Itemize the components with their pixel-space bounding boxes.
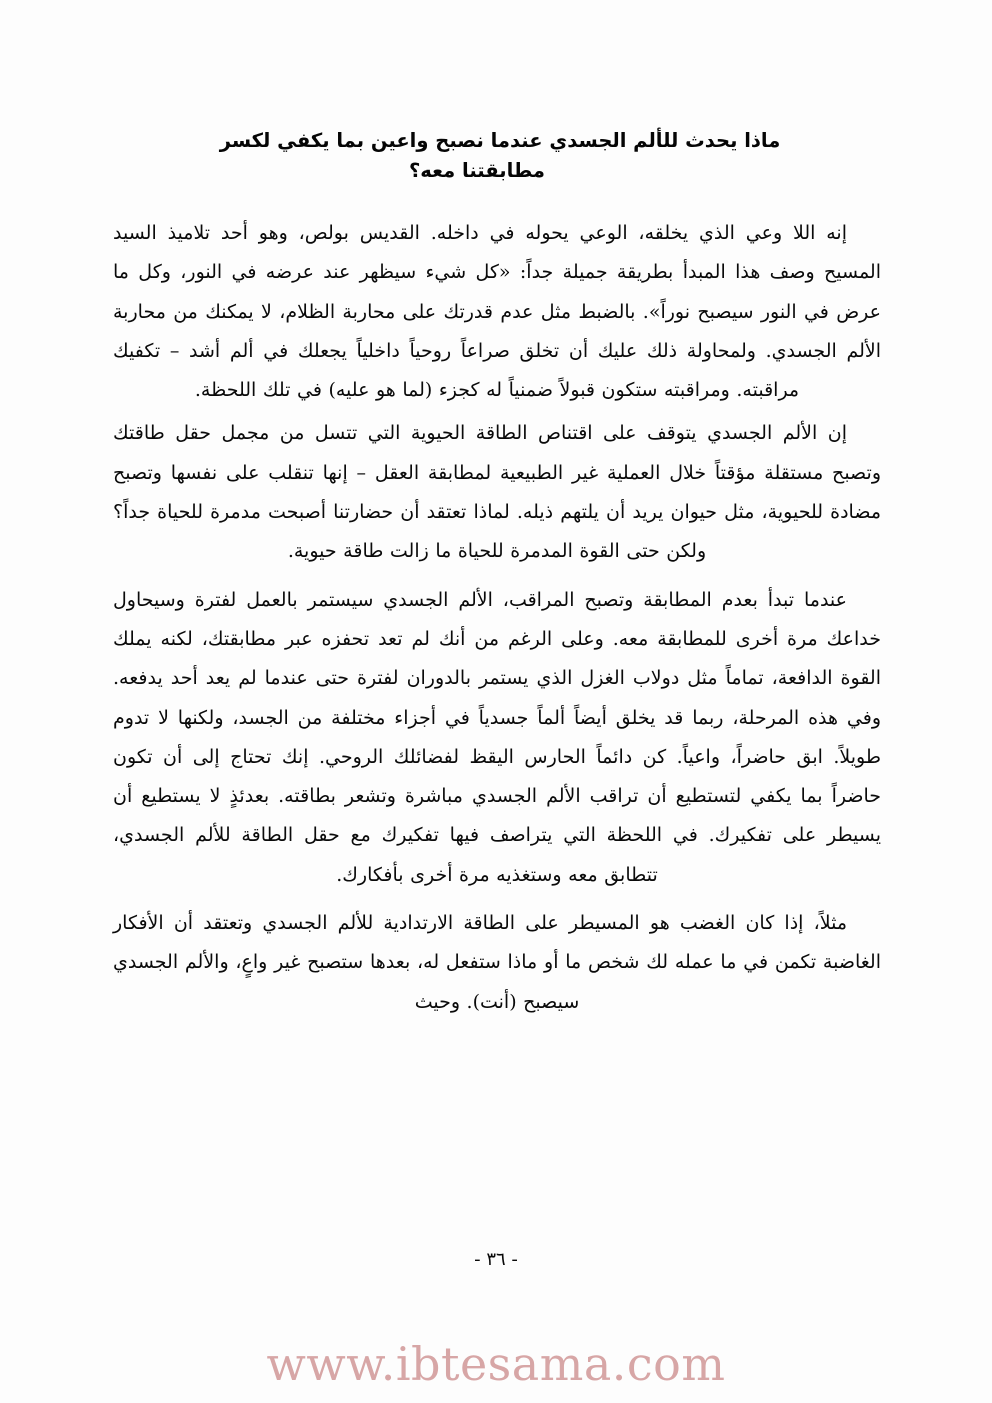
body-text xyxy=(113,214,881,1024)
paragraph-1: إنه اللا وعي الذي يخلقه، الوعي يحوله في داخله. القديس بولص، وهو أحد تلاميذ السيد المسيح وصف هذا المبدأ بطريقة جميلة جداً: «كل شيء سيظهر عند عرضه في النور، وكل ما عرض في النور سيصبح نوراً». بالضبط مثل عدم قدرتك على محاربة الظلام، لا يمكنك من محاربة الألم الجسدي. ولمحاولة ذلك عليك أن تخلق صراعاً روحياً داخلياً يجعلك في ألم أشد – تكفيك مراقبته. ومراقبته ستكون قبولاً ضمنياً له كجزء (لما هو عليه) في تلك اللحظة. xyxy=(113,222,881,402)
paragraph-2: إن الألم الجسدي يتوقف على اقتناص الطاقة الحيوية التي تتسل من مجمل حقل طاقتك وتصبح مستقلة مؤقتاً خلال العملية غير الطبيعية لمطابقة العقل – إنها تنقلب على نفسها وتصبح مضادة للحيوية، مثل حيوان يريد أن يلتهم ذيله. لماذا تعتقد أن حضارتنا أصبحت مدمرة للحياة جداً؟ ولكن حتى القوة المدمرة للحياة ما زالت طاقة حيوية. xyxy=(113,422,881,563)
site-watermark: www.ibtesama.com xyxy=(266,1337,726,1391)
page-title-line-2: مطابقتنا معه؟ xyxy=(409,159,545,182)
paragraph-3: عندما تبدأ بعدم المطابقة وتصبح المراقب، الألم الجسدي سيستمر بالعمل لفترة وسيحاول خداعك مرة أخرى للمطابقة معه. وعلى الرغم من أنك لم تعد تحفزه عبر مطابقتك، لكنه يملك القوة الدافعة، تماماً مثل دولاب الغزل الذي يستمر بالدوران لفترة حتى عندما لم يعد أحد يدفعه. وفي هذه المرحلة، ربما قد يخلق أيضاً ألماً جسدياً في أجزاء مختلفة من الجسد، ولكنها لا تدوم طويلاً. ابق حاضراً، واعياً. كن دائماً الحارس اليقظ لفضائلك الروحي. إنك تحتاج إلى أن تكون حاضراً بما يكفي لتستطيع أن تراقب الألم الجسدي مباشرة وتشعر بطاقته. بعدئذٍ لا يستطيع أن يسيطر على تفكيرك. في اللحظة التي يتراصف فيها تفكيرك مع حقل الطاقة للألم الجسدي، تتطابق معه وستغذيه مرة أخرى بأفكارك. xyxy=(113,588,881,886)
paragraph-4: مثلاً، إذا كان الغضب هو المسيطر على الطاقة الارتدادية للألم الجسدي وتعتقد أن الأفكار الغاضبة تكمن في ما عمله لك شخص ما أو ماذا ستفعل له، بعدها ستصبح غير واعٍ، والألم الجسدي سيصبح (أنت). وحيث xyxy=(113,912,881,1013)
page-title-line-1: ماذا يحدث للألم الجسدي عندما نصبح واعين بما يكفي لكسر xyxy=(219,129,781,152)
page-title xyxy=(150,126,850,186)
page-number: - ٣٦ - xyxy=(474,1249,518,1270)
